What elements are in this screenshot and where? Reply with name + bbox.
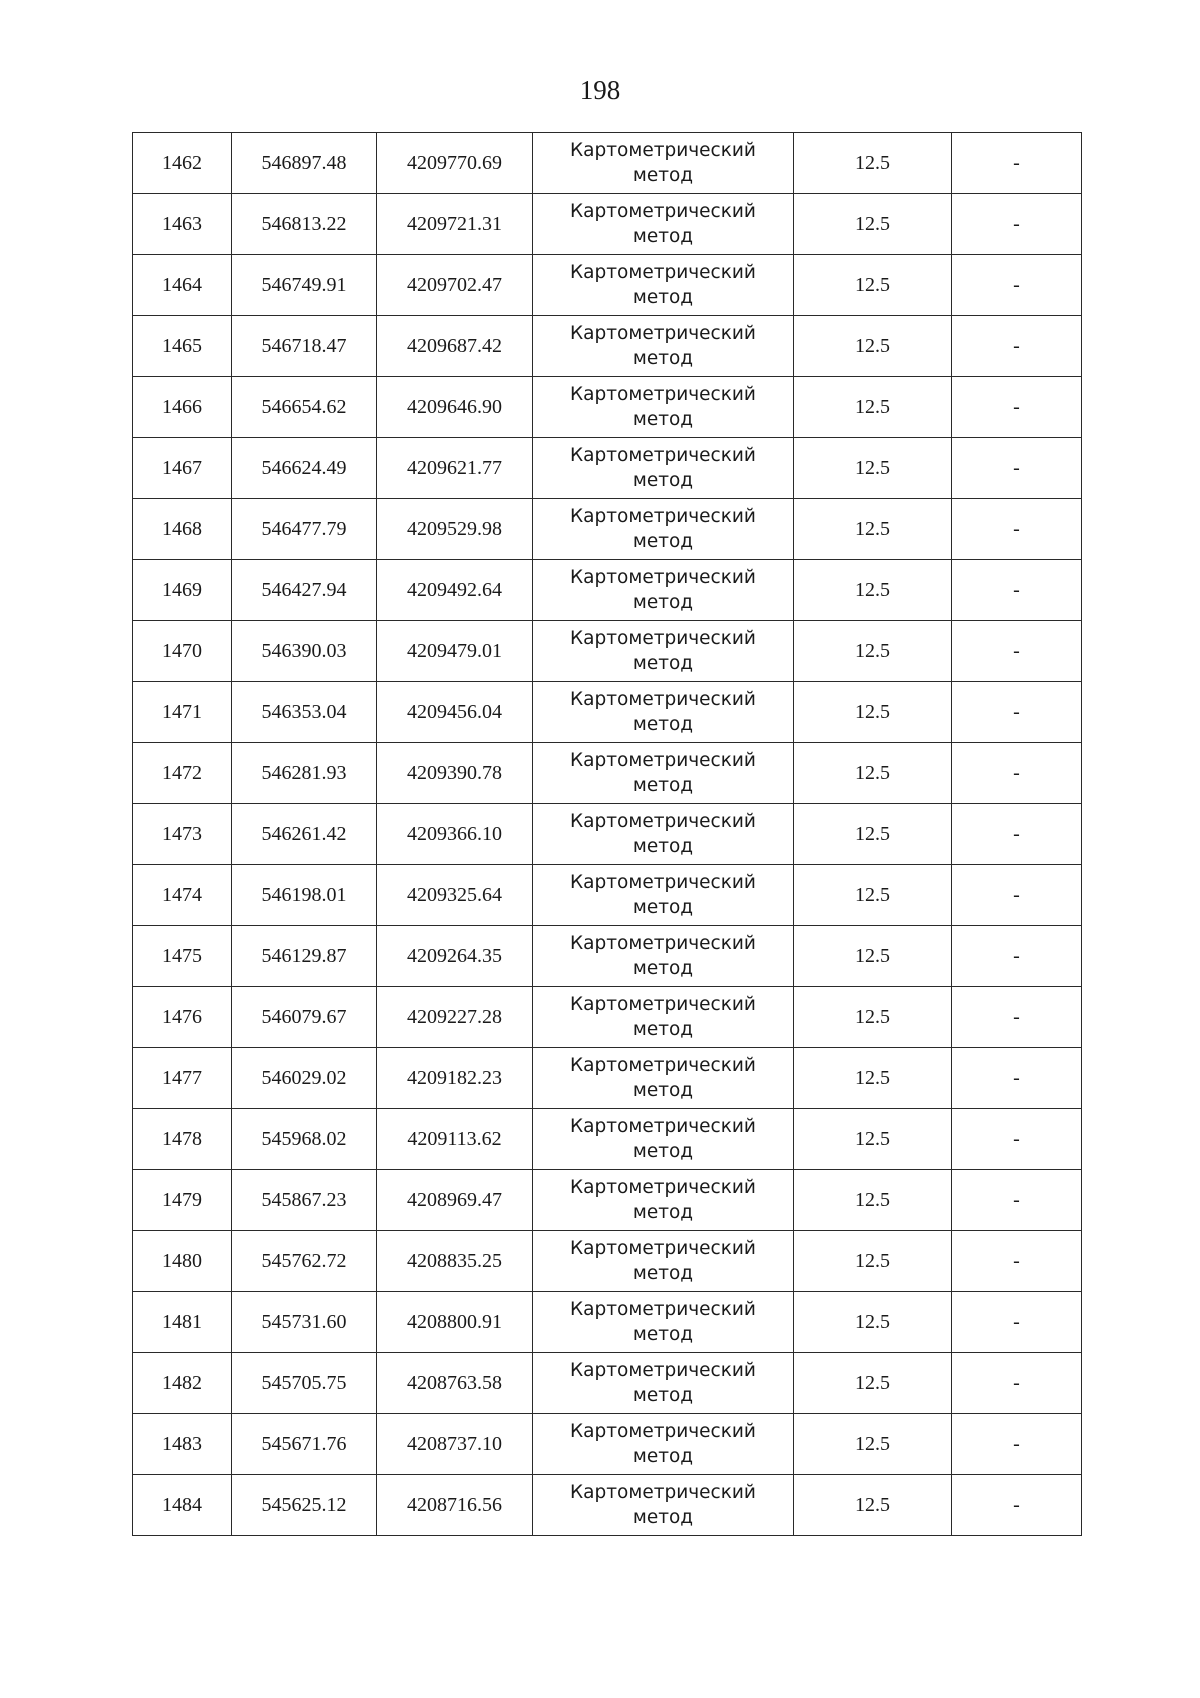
note-cell: - bbox=[952, 560, 1082, 621]
y-coordinate-cell: 4209770.69 bbox=[377, 133, 533, 194]
table-row bbox=[133, 194, 1082, 255]
x-coordinate-cell: 546129.87 bbox=[232, 926, 377, 987]
point-number-cell: 1467 bbox=[133, 438, 232, 499]
method-line-1: Картометрический bbox=[570, 445, 756, 466]
method-cell bbox=[533, 1231, 794, 1292]
method-line-2: метод bbox=[632, 226, 694, 247]
point-number-cell: 1479 bbox=[133, 1170, 232, 1231]
method-line-1: Картометрический bbox=[570, 1299, 756, 1320]
x-coordinate-cell: 545705.75 bbox=[232, 1353, 377, 1414]
method-line-1: Картометрический bbox=[570, 872, 756, 893]
x-coordinate-cell: 546749.91 bbox=[232, 255, 377, 316]
note-cell: - bbox=[952, 255, 1082, 316]
table-row bbox=[133, 377, 1082, 438]
accuracy-cell: 12.5 bbox=[794, 743, 952, 804]
point-number-cell: 1470 bbox=[133, 621, 232, 682]
accuracy-cell: 12.5 bbox=[794, 499, 952, 560]
x-coordinate-cell: 546718.47 bbox=[232, 316, 377, 377]
point-number-cell: 1474 bbox=[133, 865, 232, 926]
point-number-cell: 1476 bbox=[133, 987, 232, 1048]
x-coordinate-cell: 546624.49 bbox=[232, 438, 377, 499]
method-line-2: метод bbox=[632, 1385, 694, 1406]
table-row bbox=[133, 560, 1082, 621]
note-cell: - bbox=[952, 499, 1082, 560]
x-coordinate-cell: 546427.94 bbox=[232, 560, 377, 621]
note-cell: - bbox=[952, 438, 1082, 499]
method-cell bbox=[533, 865, 794, 926]
x-coordinate-cell: 546029.02 bbox=[232, 1048, 377, 1109]
page-number: 198 bbox=[579, 75, 621, 105]
table-row bbox=[133, 1109, 1082, 1170]
y-coordinate-cell: 4209721.31 bbox=[377, 194, 533, 255]
accuracy-cell: 12.5 bbox=[794, 1292, 952, 1353]
note-cell: - bbox=[952, 743, 1082, 804]
y-coordinate-cell: 4208763.58 bbox=[377, 1353, 533, 1414]
accuracy-cell: 12.5 bbox=[794, 1353, 952, 1414]
accuracy-cell: 12.5 bbox=[794, 682, 952, 743]
table-row bbox=[133, 316, 1082, 377]
method-line-2: метод bbox=[632, 1141, 694, 1162]
method-line-2: метод bbox=[632, 1019, 694, 1040]
note-cell: - bbox=[952, 1414, 1082, 1475]
method-line-2: метод bbox=[632, 897, 694, 918]
accuracy-cell: 12.5 bbox=[794, 438, 952, 499]
method-line-1: Картометрический bbox=[570, 323, 756, 344]
method-line-1: Картометрический bbox=[570, 933, 756, 954]
note-cell: - bbox=[952, 1475, 1082, 1536]
method-cell bbox=[533, 194, 794, 255]
method-cell bbox=[533, 682, 794, 743]
point-number-cell: 1471 bbox=[133, 682, 232, 743]
method-line-1: Картометрический bbox=[570, 506, 756, 527]
method-cell bbox=[533, 987, 794, 1048]
y-coordinate-cell: 4208800.91 bbox=[377, 1292, 533, 1353]
x-coordinate-cell: 546079.67 bbox=[232, 987, 377, 1048]
x-coordinate-cell: 546353.04 bbox=[232, 682, 377, 743]
method-line-2: метод bbox=[632, 1507, 694, 1528]
y-coordinate-cell: 4208716.56 bbox=[377, 1475, 533, 1536]
method-line-2: метод bbox=[632, 409, 694, 430]
y-coordinate-cell: 4209621.77 bbox=[377, 438, 533, 499]
method-line-2: метод bbox=[632, 531, 694, 552]
y-coordinate-cell: 4209687.42 bbox=[377, 316, 533, 377]
accuracy-cell: 12.5 bbox=[794, 1170, 952, 1231]
method-line-2: метод bbox=[632, 958, 694, 979]
method-line-1: Картометрический bbox=[570, 1238, 756, 1259]
point-number-cell: 1468 bbox=[133, 499, 232, 560]
method-cell bbox=[533, 1353, 794, 1414]
accuracy-cell: 12.5 bbox=[794, 1109, 952, 1170]
y-coordinate-cell: 4209456.04 bbox=[377, 682, 533, 743]
table-row bbox=[133, 1475, 1082, 1536]
x-coordinate-cell: 546477.79 bbox=[232, 499, 377, 560]
method-line-2: метод bbox=[632, 1324, 694, 1345]
accuracy-cell: 12.5 bbox=[794, 865, 952, 926]
y-coordinate-cell: 4209646.90 bbox=[377, 377, 533, 438]
accuracy-cell: 12.5 bbox=[794, 804, 952, 865]
note-cell: - bbox=[952, 865, 1082, 926]
y-coordinate-cell: 4208737.10 bbox=[377, 1414, 533, 1475]
table-row bbox=[133, 1292, 1082, 1353]
table-row bbox=[133, 438, 1082, 499]
table-row bbox=[133, 133, 1082, 194]
method-line-1: Картометрический bbox=[570, 201, 756, 222]
note-cell: - bbox=[952, 1292, 1082, 1353]
table-row bbox=[133, 1353, 1082, 1414]
x-coordinate-cell: 545968.02 bbox=[232, 1109, 377, 1170]
x-coordinate-cell: 545731.60 bbox=[232, 1292, 377, 1353]
y-coordinate-cell: 4209702.47 bbox=[377, 255, 533, 316]
accuracy-cell: 12.5 bbox=[794, 987, 952, 1048]
x-coordinate-cell: 545867.23 bbox=[232, 1170, 377, 1231]
y-coordinate-cell: 4209492.64 bbox=[377, 560, 533, 621]
point-number-cell: 1466 bbox=[133, 377, 232, 438]
method-cell bbox=[533, 499, 794, 560]
note-cell: - bbox=[952, 194, 1082, 255]
method-line-1: Картометрический bbox=[570, 384, 756, 405]
method-line-1: Картометрический bbox=[570, 750, 756, 771]
method-line-2: метод bbox=[632, 592, 694, 613]
note-cell: - bbox=[952, 1109, 1082, 1170]
accuracy-cell: 12.5 bbox=[794, 560, 952, 621]
method-cell bbox=[533, 1292, 794, 1353]
note-cell: - bbox=[952, 316, 1082, 377]
accuracy-cell: 12.5 bbox=[794, 1048, 952, 1109]
point-number-cell: 1482 bbox=[133, 1353, 232, 1414]
accuracy-cell: 12.5 bbox=[794, 316, 952, 377]
method-line-1: Картометрический bbox=[570, 1116, 756, 1137]
x-coordinate-cell: 546897.48 bbox=[232, 133, 377, 194]
method-cell bbox=[533, 1048, 794, 1109]
y-coordinate-cell: 4209529.98 bbox=[377, 499, 533, 560]
point-number-cell: 1464 bbox=[133, 255, 232, 316]
method-cell bbox=[533, 133, 794, 194]
method-line-1: Картометрический bbox=[570, 1482, 756, 1503]
table-row bbox=[133, 682, 1082, 743]
point-number-cell: 1477 bbox=[133, 1048, 232, 1109]
method-cell bbox=[533, 377, 794, 438]
method-line-2: метод bbox=[632, 165, 694, 186]
y-coordinate-cell: 4209264.35 bbox=[377, 926, 533, 987]
y-coordinate-cell: 4208835.25 bbox=[377, 1231, 533, 1292]
table-body bbox=[133, 133, 1082, 1536]
method-line-2: метод bbox=[632, 775, 694, 796]
method-cell bbox=[533, 438, 794, 499]
point-number-cell: 1475 bbox=[133, 926, 232, 987]
x-coordinate-cell: 546813.22 bbox=[232, 194, 377, 255]
table-row bbox=[133, 1048, 1082, 1109]
accuracy-cell: 12.5 bbox=[794, 133, 952, 194]
table-row bbox=[133, 926, 1082, 987]
point-number-cell: 1472 bbox=[133, 743, 232, 804]
method-cell bbox=[533, 255, 794, 316]
x-coordinate-cell: 545671.76 bbox=[232, 1414, 377, 1475]
method-line-2: метод bbox=[632, 1446, 694, 1467]
accuracy-cell: 12.5 bbox=[794, 1475, 952, 1536]
y-coordinate-cell: 4209113.62 bbox=[377, 1109, 533, 1170]
note-cell: - bbox=[952, 133, 1082, 194]
method-line-1: Картометрический bbox=[570, 1360, 756, 1381]
method-line-1: Картометрический bbox=[570, 1421, 756, 1442]
y-coordinate-cell: 4209325.64 bbox=[377, 865, 533, 926]
table-row bbox=[133, 499, 1082, 560]
note-cell: - bbox=[952, 621, 1082, 682]
x-coordinate-cell: 545625.12 bbox=[232, 1475, 377, 1536]
method-line-1: Картометрический bbox=[570, 262, 756, 283]
y-coordinate-cell: 4209390.78 bbox=[377, 743, 533, 804]
x-coordinate-cell: 546390.03 bbox=[232, 621, 377, 682]
method-line-2: метод bbox=[632, 1080, 694, 1101]
x-coordinate-cell: 546261.42 bbox=[232, 804, 377, 865]
method-cell bbox=[533, 621, 794, 682]
method-line-2: метод bbox=[632, 1202, 694, 1223]
y-coordinate-cell: 4209182.23 bbox=[377, 1048, 533, 1109]
point-number-cell: 1462 bbox=[133, 133, 232, 194]
point-number-cell: 1469 bbox=[133, 560, 232, 621]
table-row bbox=[133, 621, 1082, 682]
table-row bbox=[133, 743, 1082, 804]
method-cell bbox=[533, 1414, 794, 1475]
note-cell: - bbox=[952, 377, 1082, 438]
table-row bbox=[133, 1231, 1082, 1292]
method-line-2: метод bbox=[632, 1263, 694, 1284]
accuracy-cell: 12.5 bbox=[794, 194, 952, 255]
note-cell: - bbox=[952, 1170, 1082, 1231]
accuracy-cell: 12.5 bbox=[794, 926, 952, 987]
method-cell bbox=[533, 743, 794, 804]
method-cell bbox=[533, 1109, 794, 1170]
method-line-1: Картометрический bbox=[570, 140, 756, 161]
accuracy-cell: 12.5 bbox=[794, 1231, 952, 1292]
method-line-1: Картометрический bbox=[570, 628, 756, 649]
table-row bbox=[133, 987, 1082, 1048]
note-cell: - bbox=[952, 926, 1082, 987]
point-number-cell: 1465 bbox=[133, 316, 232, 377]
method-line-1: Картометрический bbox=[570, 567, 756, 588]
point-number-cell: 1483 bbox=[133, 1414, 232, 1475]
point-number-cell: 1484 bbox=[133, 1475, 232, 1536]
y-coordinate-cell: 4209227.28 bbox=[377, 987, 533, 1048]
x-coordinate-cell: 546198.01 bbox=[232, 865, 377, 926]
y-coordinate-cell: 4208969.47 bbox=[377, 1170, 533, 1231]
y-coordinate-cell: 4209479.01 bbox=[377, 621, 533, 682]
accuracy-cell: 12.5 bbox=[794, 377, 952, 438]
method-line-1: Картометрический bbox=[570, 689, 756, 710]
note-cell: - bbox=[952, 1048, 1082, 1109]
point-number-cell: 1481 bbox=[133, 1292, 232, 1353]
method-line-1: Картометрический bbox=[570, 994, 756, 1015]
table-row bbox=[133, 1170, 1082, 1231]
table-row bbox=[133, 1414, 1082, 1475]
note-cell: - bbox=[952, 682, 1082, 743]
note-cell: - bbox=[952, 1231, 1082, 1292]
method-line-2: метод bbox=[632, 470, 694, 491]
point-number-cell: 1473 bbox=[133, 804, 232, 865]
x-coordinate-cell: 546654.62 bbox=[232, 377, 377, 438]
method-line-2: метод bbox=[632, 348, 694, 369]
method-line-2: метод bbox=[632, 653, 694, 674]
method-line-1: Картометрический bbox=[570, 811, 756, 832]
table-row bbox=[133, 255, 1082, 316]
note-cell: - bbox=[952, 987, 1082, 1048]
accuracy-cell: 12.5 bbox=[794, 255, 952, 316]
method-cell bbox=[533, 560, 794, 621]
accuracy-cell: 12.5 bbox=[794, 621, 952, 682]
x-coordinate-cell: 546281.93 bbox=[232, 743, 377, 804]
note-cell: - bbox=[952, 1353, 1082, 1414]
method-line-2: метод bbox=[632, 714, 694, 735]
table-row bbox=[133, 804, 1082, 865]
y-coordinate-cell: 4209366.10 bbox=[377, 804, 533, 865]
x-coordinate-cell: 545762.72 bbox=[232, 1231, 377, 1292]
method-cell bbox=[533, 926, 794, 987]
point-number-cell: 1480 bbox=[133, 1231, 232, 1292]
method-line-2: метод bbox=[632, 287, 694, 308]
method-line-2: метод bbox=[632, 836, 694, 857]
method-cell bbox=[533, 804, 794, 865]
method-cell bbox=[533, 316, 794, 377]
note-cell: - bbox=[952, 804, 1082, 865]
point-number-cell: 1478 bbox=[133, 1109, 232, 1170]
coordinates-table bbox=[132, 132, 1082, 1536]
table-row bbox=[133, 865, 1082, 926]
method-cell bbox=[533, 1170, 794, 1231]
method-line-1: Картометрический bbox=[570, 1055, 756, 1076]
method-line-1: Картометрический bbox=[570, 1177, 756, 1198]
method-cell bbox=[533, 1475, 794, 1536]
accuracy-cell: 12.5 bbox=[794, 1414, 952, 1475]
point-number-cell: 1463 bbox=[133, 194, 232, 255]
